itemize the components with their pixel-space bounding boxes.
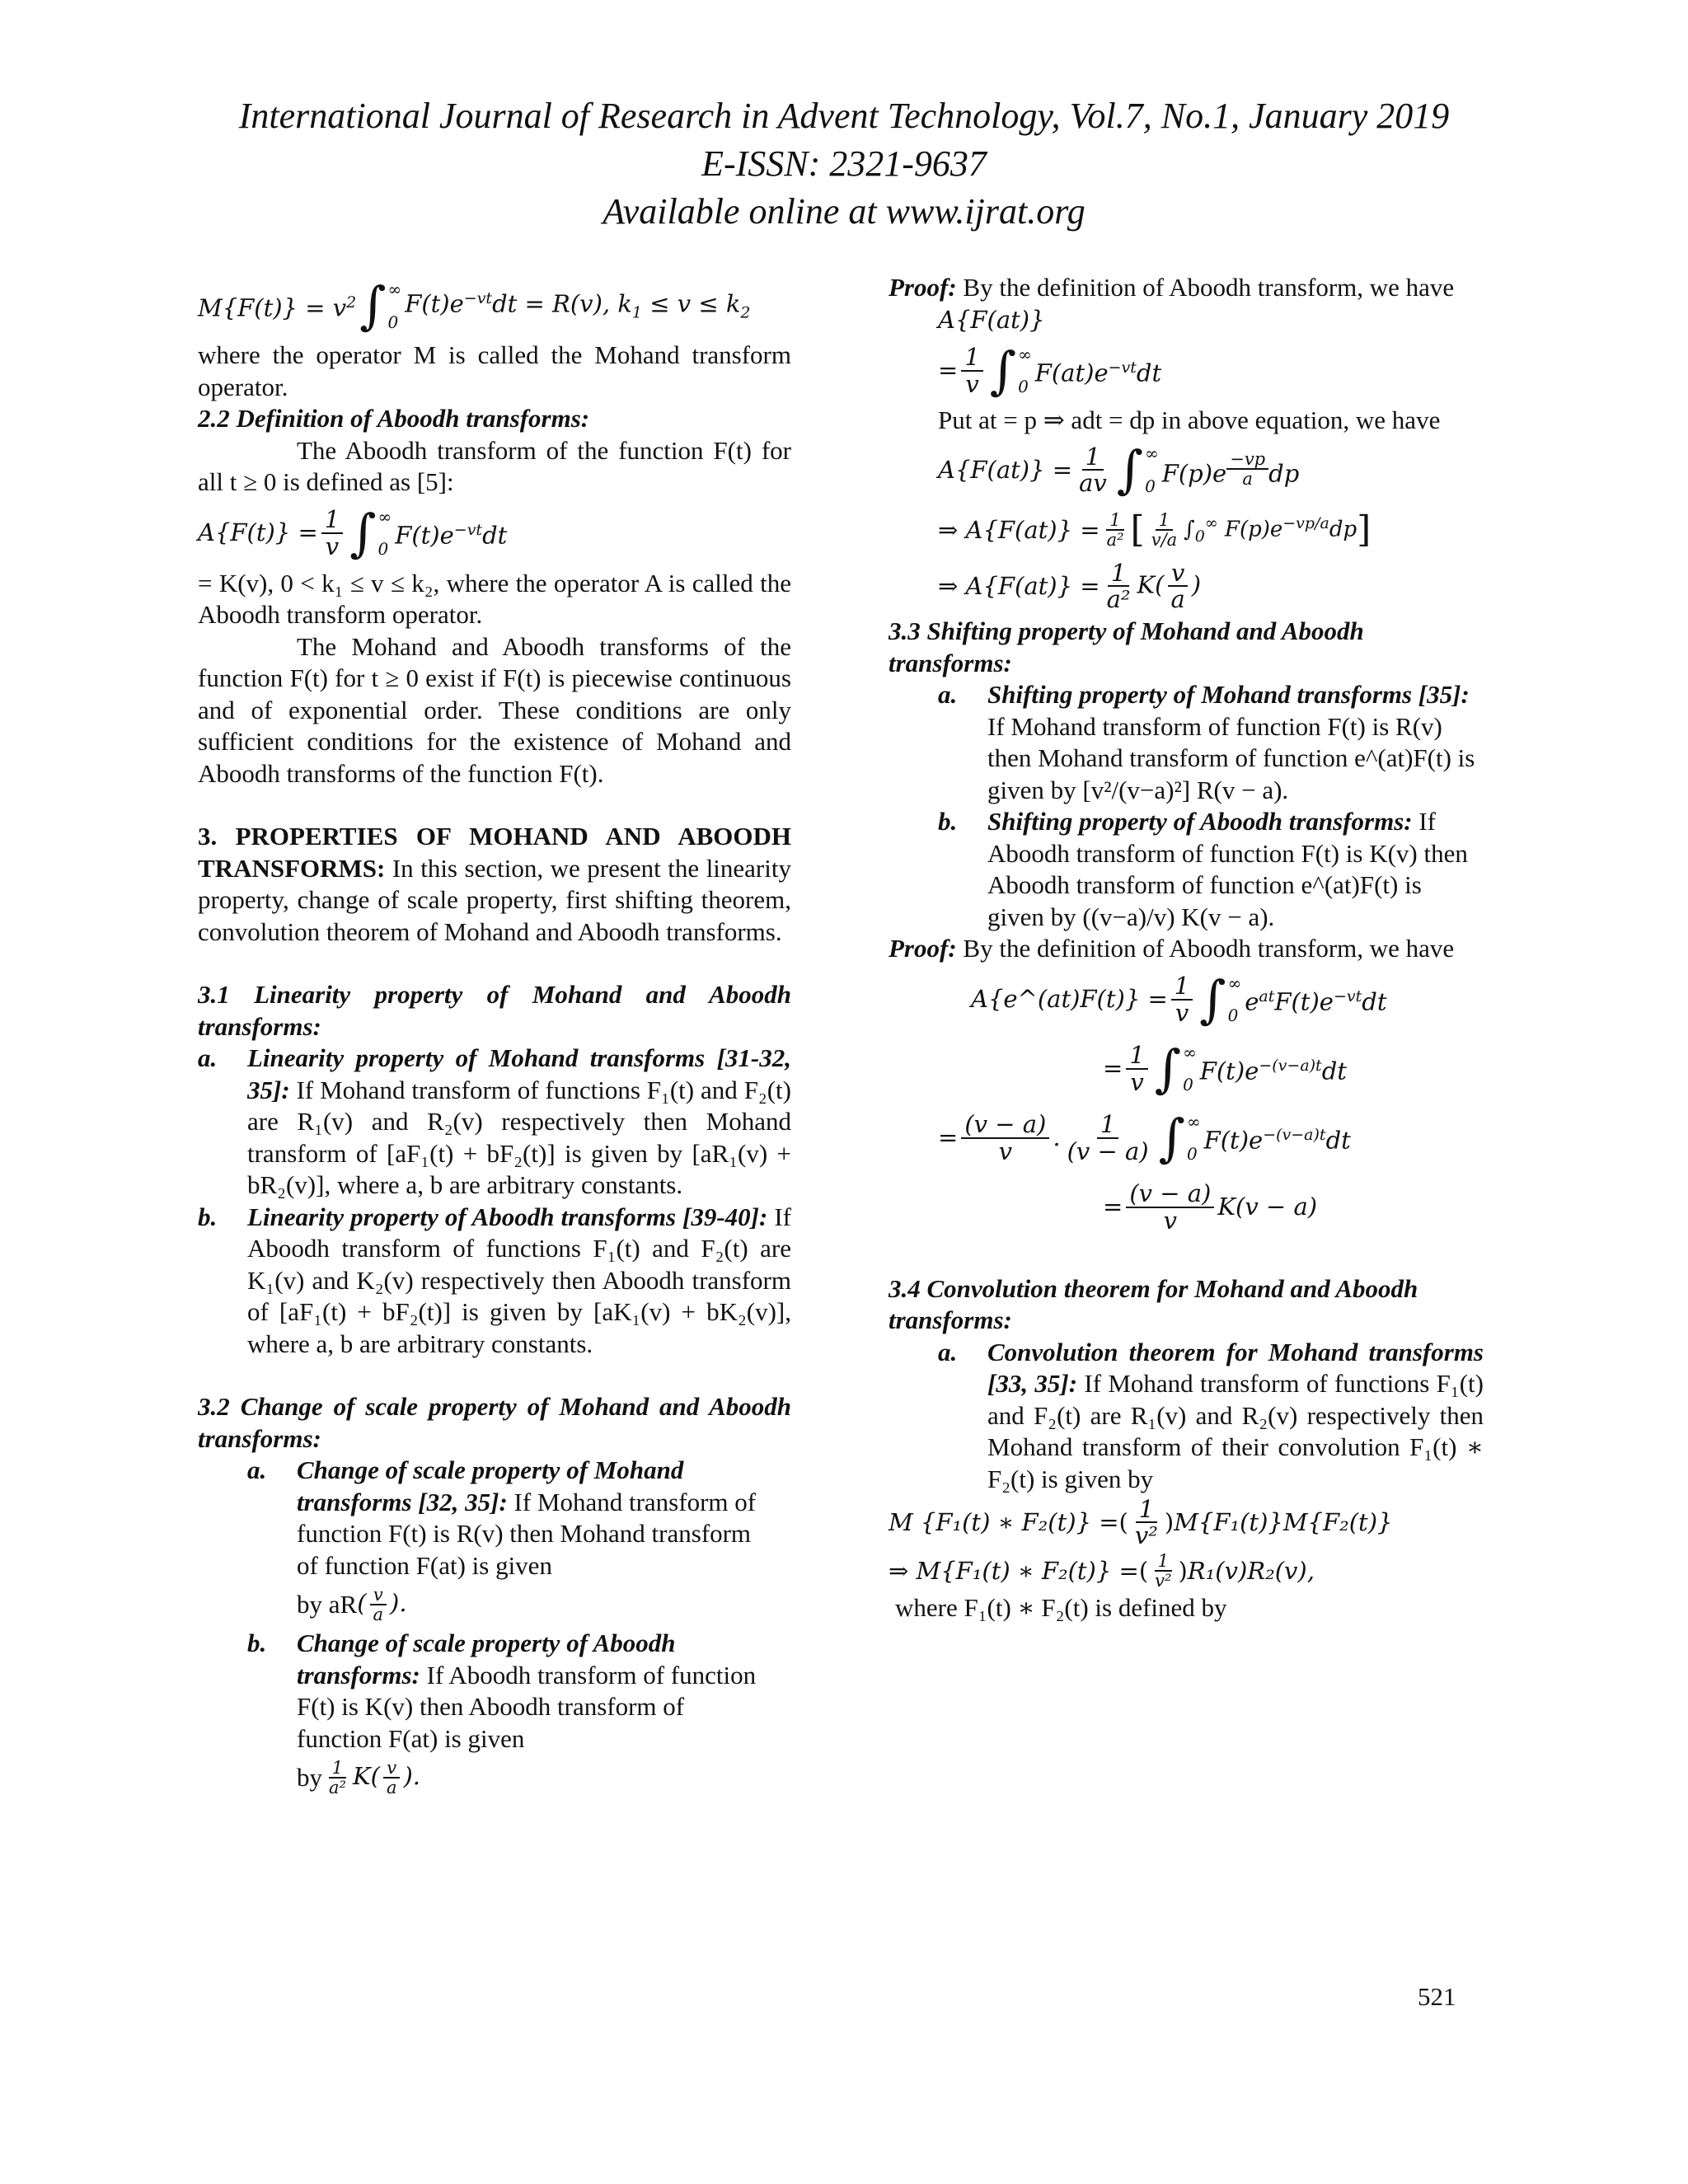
list-item <box>938 1337 1484 1496</box>
substitution-text: Put at = p ⇒ adt = dp in above equation, we have <box>938 405 1441 434</box>
list-item-text: If Mohand transform of functions F₁(t) and F₂(t) are R₁(v) and R₂(v) respectively then Mohand transform of [aF₁(t) + bF₂(t)] is given by [aR₁(v) + bR₂(v)], where a, b are arbitrary constants. <box>247 1075 791 1199</box>
aboodh-definition-equation: A{F(t)} = $\frac{1}{v}$ ∫ ∞ 0 $F(t)e^{-vt}dt$ <box>198 502 508 563</box>
convolution-equation-1-lhs: M {F₁(t) ∗ F₂(t)} = <box>889 1507 1119 1536</box>
list-item <box>247 1455 791 1628</box>
aboodh-operator-text: = K(v), 0 < k₁ ≤ v ≤ k₂, where the operator A is called the Aboodh transform operator. <box>198 568 791 629</box>
journal-url: Available online at www.ijrat.org <box>603 191 1085 232</box>
list-marker: a. <box>198 1043 218 1072</box>
shift-proof-line-1-lhs: A{e^(at)F(t)} = <box>971 985 1168 1014</box>
list-marker: b. <box>198 1202 218 1231</box>
journal-header <box>0 92 1688 236</box>
list-item-title: Convolution theorem for Mohand transforms [33, 35]: <box>987 1337 1484 1398</box>
list-marker: b. <box>247 1629 267 1657</box>
page-number: 521 <box>1418 1982 1456 2011</box>
proof-intro-text: By the definition of Aboodh transform, we have <box>956 273 1455 302</box>
list-item-text: If Aboodh transform of function F(t) is K(v) then Aboodh transform of function F(at) is given <box>297 1660 757 1753</box>
list-item-title: Shifting property of Mohand transforms [35]: <box>987 680 1470 709</box>
left-column <box>198 272 791 1801</box>
scale-result-text: by aR <box>297 1589 358 1619</box>
proof-label: Proof: <box>889 934 957 963</box>
aboodh-definition-text: The Aboodh transform of the function F(t) for all t ≥ 0 is defined as [5]: <box>198 435 791 496</box>
list-item-text: If Mohand transform of function F(t) is R(v) then Mohand transform of function e^(at)F(t) is given by [v²/(v−a)²] R(v − a). <box>987 711 1475 804</box>
convolution-definition-text: where F₁(t) ∗ F₂(t) is defined by <box>895 1593 1227 1622</box>
list-item-text: If Aboodh transform of functions F₁(t) and F₂(t) are K₁(v) and K₂(v) respectively then Aboodh transform of [aF₁(t) + bF₂(t)] is given by [aK₁(v) + bK₂(v)], where a, b are arbitrary constants. <box>247 1202 791 1358</box>
shift-proof-line-1: A{e^(at)F(t)} = $\frac{1}{v}$ ∫ ∞ 0 $e^{at}F(t)e^{-vt}dt$ <box>971 968 1387 1029</box>
section-3-1-heading: 3.1 Linearity property of Mohand and Aboodh transforms: <box>198 980 791 1041</box>
list-item-title: Shifting property of Aboodh transforms: <box>987 807 1413 836</box>
mohand-operator-text: where the operator M is called the Mohand transform operator. <box>198 340 791 401</box>
list-marker: a. <box>938 680 958 709</box>
list-marker: a. <box>247 1455 267 1484</box>
list-marker: b. <box>938 807 958 836</box>
convolution-equation-2-lhs: ⇒ M{F₁(t) ∗ F₂(t)} = <box>889 1556 1139 1585</box>
shift-proof-equations <box>938 965 1484 1242</box>
list-item-text: If Mohand transform of functions F₁(t) and F₂(t) are R₁(v) and R₂(v) respectively then Mohand transform of their convolution F₁(t) ∗ F₂(t) is given by <box>987 1369 1484 1493</box>
list-item-text: If Aboodh transform of function F(t) is K(v) then Aboodh transform of function e^(at)F(t) is given by ((v−a)/v) K(v − a). <box>987 807 1468 931</box>
section-3-intro-text: In this section, we present the linearity property, change of scale property, first shifting theorem, convolution theorem of Mohand and Aboodh transforms. <box>198 853 791 946</box>
scale-proof-line-4: ⇒ A{F(at)} = $\frac{1}{\text{a²}}$ [ $\frac{1}{v/a}$ $\int_0^\infty$ $F(p)e^{-vp/a}dp$ ] <box>938 508 1372 551</box>
shift-proof-line-4-rest: K(v − a) <box>1217 1193 1318 1221</box>
section-3-4-heading: 3.4 Convolution theorem for Mohand and Aboodh transforms: <box>889 1273 1418 1334</box>
scale-proof-line-2: = $\frac{1}{v}$ ∫ ∞ 0 $F(at)e^{-vt}dt$ <box>938 340 1162 401</box>
scale-proof-line-1: A{F(at)} <box>938 306 1045 335</box>
convolution-equation-1-rhs: M{F₁(t)}M{F₂(t)} <box>1174 1507 1393 1536</box>
list-item <box>198 1043 791 1202</box>
proof-intro-text: By the definition of Aboodh transform, we have <box>956 934 1455 963</box>
right-column <box>889 272 1484 1624</box>
convolution-equation-1: M {F₁(t) ∗ F₂(t)} = ( $\frac{1}{\text{v²}}$ ) M{F₁(t)}M{F₂(t)} <box>889 1494 1393 1549</box>
list-item-title: Change of scale property of Aboodh transforms: <box>297 1629 676 1690</box>
proof-label: Proof: <box>889 273 957 302</box>
list-item <box>247 1628 791 1801</box>
scale-proof-equations <box>938 304 1484 616</box>
aboodh-scale-result: by $\frac{1}{\text{a²}}$ K( $\frac{v}{a}$ ). <box>297 1757 421 1797</box>
scale-result-text: by <box>297 1762 322 1792</box>
section-2-2-heading: 2.2 Definition of Aboodh transforms: <box>198 404 590 433</box>
list-item <box>938 679 1484 806</box>
shift-proof-line-4: = $\frac{(v - a)}{v}$ K(v − a) <box>1103 1179 1318 1235</box>
convolution-equation-2: ⇒ M{F₁(t) ∗ F₂(t)} = ( $\frac{1}{\text{v²}}$ ) R₁(v)R₂(v), <box>889 1550 1315 1591</box>
list-item <box>198 1202 791 1361</box>
list-item-title: Linearity property of Aboodh transforms [39-40]: <box>247 1202 768 1231</box>
list-item-title: Linearity property of Mohand transforms [31-32, 35]: <box>247 1043 791 1104</box>
scale-proof-line-3: A{F(at)} = $\frac{1}{av}$ ∫ ∞ 0 F(p)e $^{\frac{-vp}{a}}$ dp <box>938 439 1300 499</box>
section-3-3-heading: 3.3 Shifting property of Mohand and Aboodh transforms: <box>889 616 1364 677</box>
section-3-heading: 3. PROPERTIES OF MOHAND AND ABOODH TRANSFORMS: <box>198 822 791 883</box>
list-marker: a. <box>938 1337 958 1366</box>
journal-title: International Journal of Research in Advent Technology, Vol.7, No.1, January 2019 <box>238 96 1450 136</box>
convolution-equation-2-rhs: R₁(v)R₂(v), <box>1187 1556 1315 1585</box>
mohand-definition-equation: $M\{F(t)\} = v^2$ ∫ ∞ 0 $F(t)e^{-vt}dt = R(v)$, $k_1 \le v \le k_2$ <box>198 275 751 335</box>
list-item <box>938 806 1484 933</box>
shift-proof-line-2: = $\frac{1}{v}$ ∫ ∞ 0 $F(t)e^{-(v-a)t}dt$ <box>1103 1038 1347 1099</box>
scale-proof-line-3-lhs: A{F(at)} = <box>938 455 1073 484</box>
mohand-scale-result: by aR ( $\frac{v}{a}$ ). <box>297 1584 407 1624</box>
existence-conditions-text: The Mohand and Aboodh transforms of the function F(t) for t ≥ 0 exist if F(t) is piecewise continuous and of exponential order. These conditions are only sufficient conditions for the existence of Mohand and Aboodh transforms of the function F(t). <box>198 631 791 788</box>
scale-proof-line-4-lhs: ⇒ A{F(at)} = <box>938 515 1100 544</box>
section-3-2-heading: 3.2 Change of scale property of Mohand and Aboodh transforms: <box>198 1392 791 1453</box>
list-item-text: If Mohand transform of function F(t) is R(v) then Mohand transform of function F(at) is given <box>297 1487 757 1580</box>
shift-proof-line-3: = $\frac{(v - a)}{v}$ . $\frac{1}{(v - a)}$ ∫ ∞ 0 $F(t)e^{-(v-a)t}dt$ <box>938 1107 1351 1168</box>
scale-proof-line-5: ⇒ A{F(at)} = $\frac{1}{\text{a²}}$ K( $\frac{v}{a}$ ) <box>938 558 1202 613</box>
scale-proof-line-5-lhs: ⇒ A{F(at)} = <box>938 571 1100 600</box>
journal-issn: E-ISSN: 2321-9637 <box>701 143 987 184</box>
list-item-title: Change of scale property of Mohand transforms [32, 35]: <box>297 1455 684 1516</box>
section-3-intro <box>198 821 791 948</box>
